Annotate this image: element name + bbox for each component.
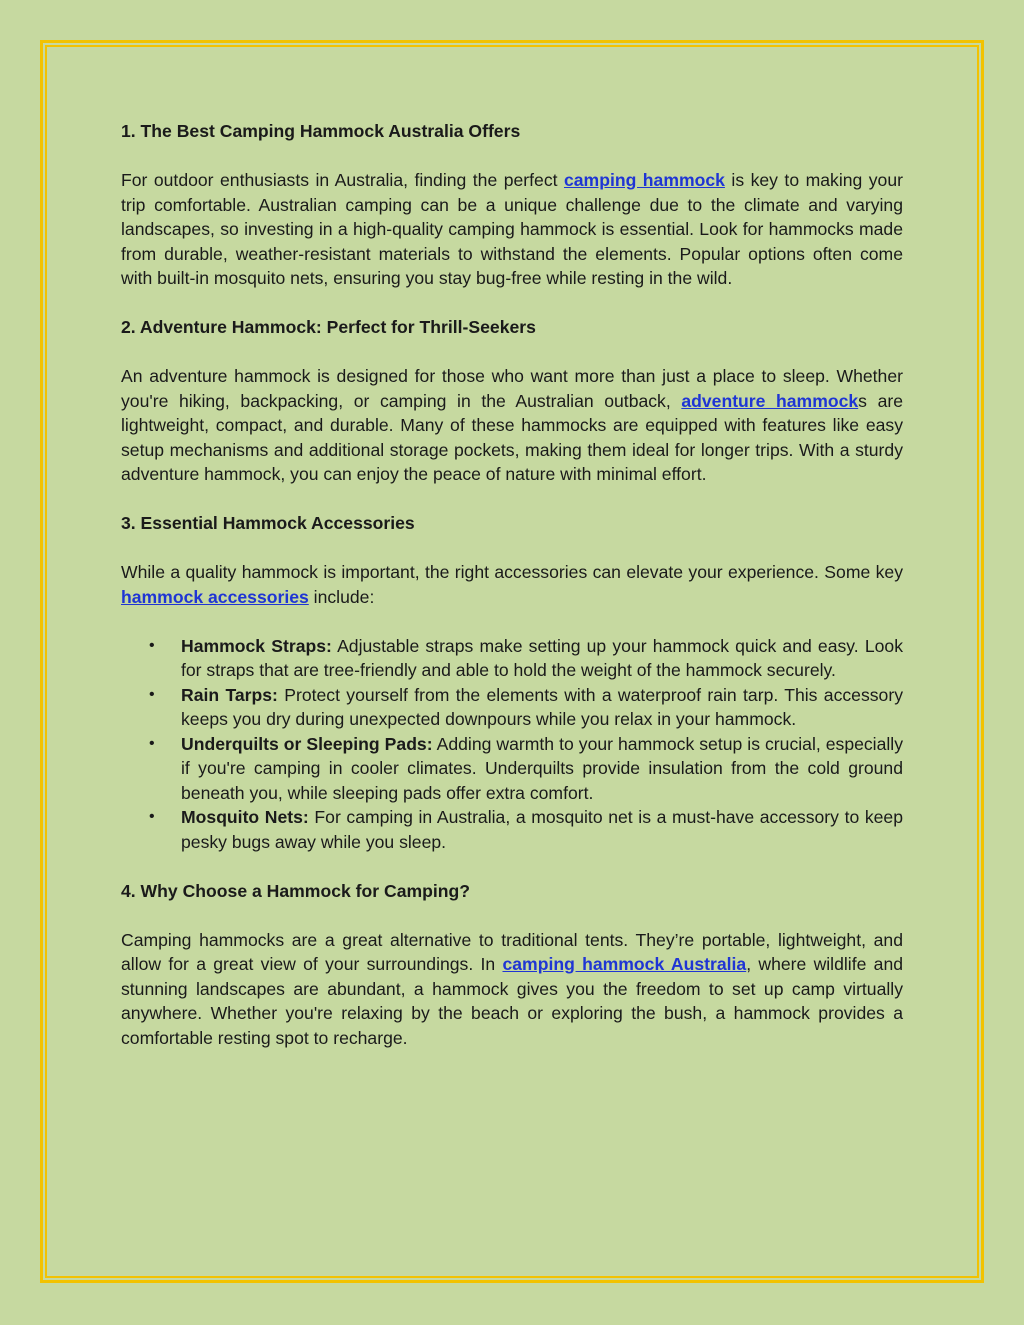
list-item-text: Protect yourself from the elements with a waterproof rain tarp. This accessory keeps you dry during unexpected downpours while you relax in your hammock. [181,684,904,729]
bullet-icon: • [149,734,155,752]
list-item [149,732,903,806]
section-3-paragraph [121,560,903,609]
list-item-title: Mosquito Nets: [181,807,309,827]
article-body [121,119,903,1075]
section-2-text-start: An adventure hammock is designed for those who want more than just a place to sleep. Whether you're hiking, backpacking, or camping in the Australian outback, [121,366,903,411]
camping-hammock-australia-link[interactable]: camping hammock Australia [502,954,747,974]
section-2-link-suffix: s [858,390,867,411]
list-item [149,634,903,683]
list-item-title: Hammock Straps: [181,635,332,656]
adventure-hammock-link[interactable]: adventure hammock [681,390,859,411]
section-1-heading: 1. The Best Camping Hammock Australia Offers [121,121,521,141]
section-1-paragraph [121,168,903,291]
section-1-text-end: is key to making your trip comfortable. Australian camping can be a unique challenge due to the climate and varying landscapes, so investing in a high-quality camping hammock is essential. Look for hammocks made from durable, weather-resistant materials to withstand the elements. Popular options often come with built-in mosquito nets, ensuring you stay bug-free while resting in the wild. [121,170,903,288]
section-4-text-end: , where wildlife and stunning landscapes are abundant, a hammock gives you the freedom to set up camp virtually anywhere. Whether you're relaxing by the beach or exploring the bush, a hammock provides a comfortable resting spot to recharge. [121,954,904,1048]
section-2-text-end: are lightweight, compact, and durable. Many of these hammocks are equipped with features like easy setup mechanisms and additional storage pockets, making them ideal for longer trips. With a sturdy adventure hammock, you can enjoy the peace of nature with minimal effort. [121,390,903,484]
bullet-icon: • [149,808,155,825]
bullet-icon: • [149,636,155,654]
accessories-list [121,634,903,855]
section-4-heading: 4. Why Choose a Hammock for Camping? [121,880,470,901]
section-4-paragraph [121,928,903,1051]
list-item-text: For camping in Australia, a mosquito net is a must-have accessory to keep pesky bugs away while you sleep. [181,807,904,852]
list-item-text: Adjustable straps make setting up your hammock quick and easy. Look for straps that are tree-friendly and able to hold the weight of the hammock securely. [181,635,903,680]
list-item-title: Rain Tarps: [181,684,278,705]
hammock-accessories-link[interactable]: hammock accessories [121,586,309,607]
section-2-heading: 2. Adventure Hammock: Perfect for Thrill-Seekers [121,317,536,337]
list-item-title: Underquilts or Sleeping Pads: [181,733,433,754]
section-3-text-start: While a quality hammock is important, the right accessories can elevate your experience. Some key [121,562,903,582]
section-3-text-end: include: [308,586,375,607]
bullet-icon: • [149,685,155,703]
list-item [149,805,904,854]
list-item [149,683,904,732]
section-4-text-start: Camping hammocks are a great alternative to traditional tents. They’re portable, lightweight, and allow for a great view of your surroundings. In [121,929,903,974]
section-2-paragraph [121,364,903,487]
section-3-heading: 3. Essential Hammock Accessories [121,513,415,533]
camping-hammock-link[interactable]: camping hammock [563,170,725,190]
list-item-text: Adding warmth to your hammock setup is crucial, especially if you're camping in cooler climates. Underquilts provide insulation from the cold ground beneath you, while sleeping pads offer extra comfort. [181,733,903,803]
section-1-text-start: For outdoor enthusiasts in Australia, finding the perfect [121,170,564,190]
